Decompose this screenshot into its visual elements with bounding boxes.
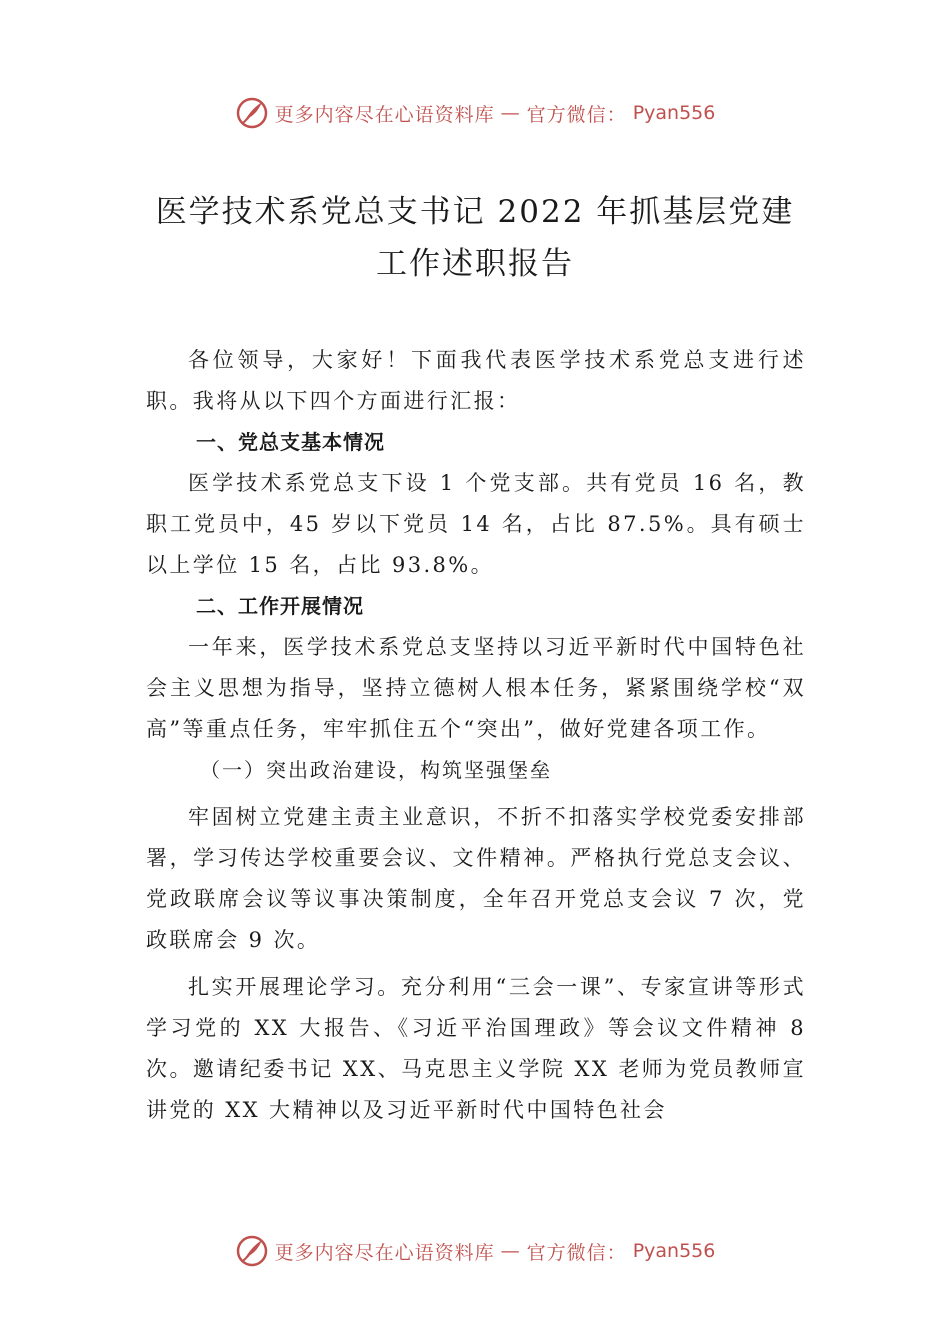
document-body	[146, 340, 806, 1131]
watermark-separator: —	[500, 102, 521, 124]
document-title	[110, 186, 840, 290]
section-1-heading: 一、党总支基本情况	[196, 430, 385, 454]
title-line-2: 工作述职报告	[376, 246, 574, 282]
subsection-1-paragraph-1: 牢固树立党建主责主业意识，不折不扣落实学校党委安排部署，学习传达学校重要会议、文件精神。严格执行党总支会议、党政联席会议等议事决策制度，全年召开党总支会议 7 次，党政联席会 9 次。	[146, 805, 806, 952]
intro-paragraph: 各位领导，大家好！下面我代表医学技术系党总支进行述职。我将从以下四个方面进行汇报：	[146, 348, 806, 413]
subsection-1-heading: （一）突出政治建设，构筑坚强堡垒	[200, 758, 552, 782]
subsection-1-paragraph-2: 扎实开展理论学习。充分利用“三会一课”、专家宣讲等形式学习党的 XX 大报告、《习近平治国理政》等会议文件精神 8 次。邀请纪委书记 XX、马克思主义学院 XX 老师为党员教师宣讲党的 XX 大精神以及习近平新时代中国特色社会	[146, 975, 806, 1122]
watermark-official-label: 官方微信：	[526, 103, 627, 126]
watermark-text: 更多内容尽在心语资料库	[274, 1241, 495, 1264]
section-1-paragraph: 医学技术系党总支下设 1 个党支部。共有党员 16 名，教职工党员中，45 岁以下党员 14 名，占比 87.5%。具有硕士以上学位 15 名，占比 93.8%。	[146, 471, 806, 577]
watermark-separator: —	[500, 1240, 521, 1262]
watermark-official-label: 官方微信：	[526, 1241, 627, 1264]
section-2-heading: 二、工作开展情况	[196, 594, 364, 618]
section-2-paragraph: 一年来，医学技术系党总支坚持以习近平新时代中国特色社会主义思想为指导，坚持立德树人根本任务，紧紧围绕学校“双高”等重点任务，牢牢抓住五个“突出”，做好党建各项工作。	[146, 635, 806, 741]
watermark-header	[0, 96, 950, 130]
quill-logo-icon	[235, 96, 269, 130]
title-line-1: 医学技术系党总支书记 2022 年抓基层党建	[155, 194, 795, 230]
watermark-text: 更多内容尽在心语资料库	[274, 103, 495, 126]
watermark-footer	[0, 1234, 950, 1268]
watermark-handle: Pyan556	[632, 1240, 716, 1262]
quill-logo-icon	[235, 1234, 269, 1268]
watermark-handle: Pyan556	[632, 102, 716, 124]
